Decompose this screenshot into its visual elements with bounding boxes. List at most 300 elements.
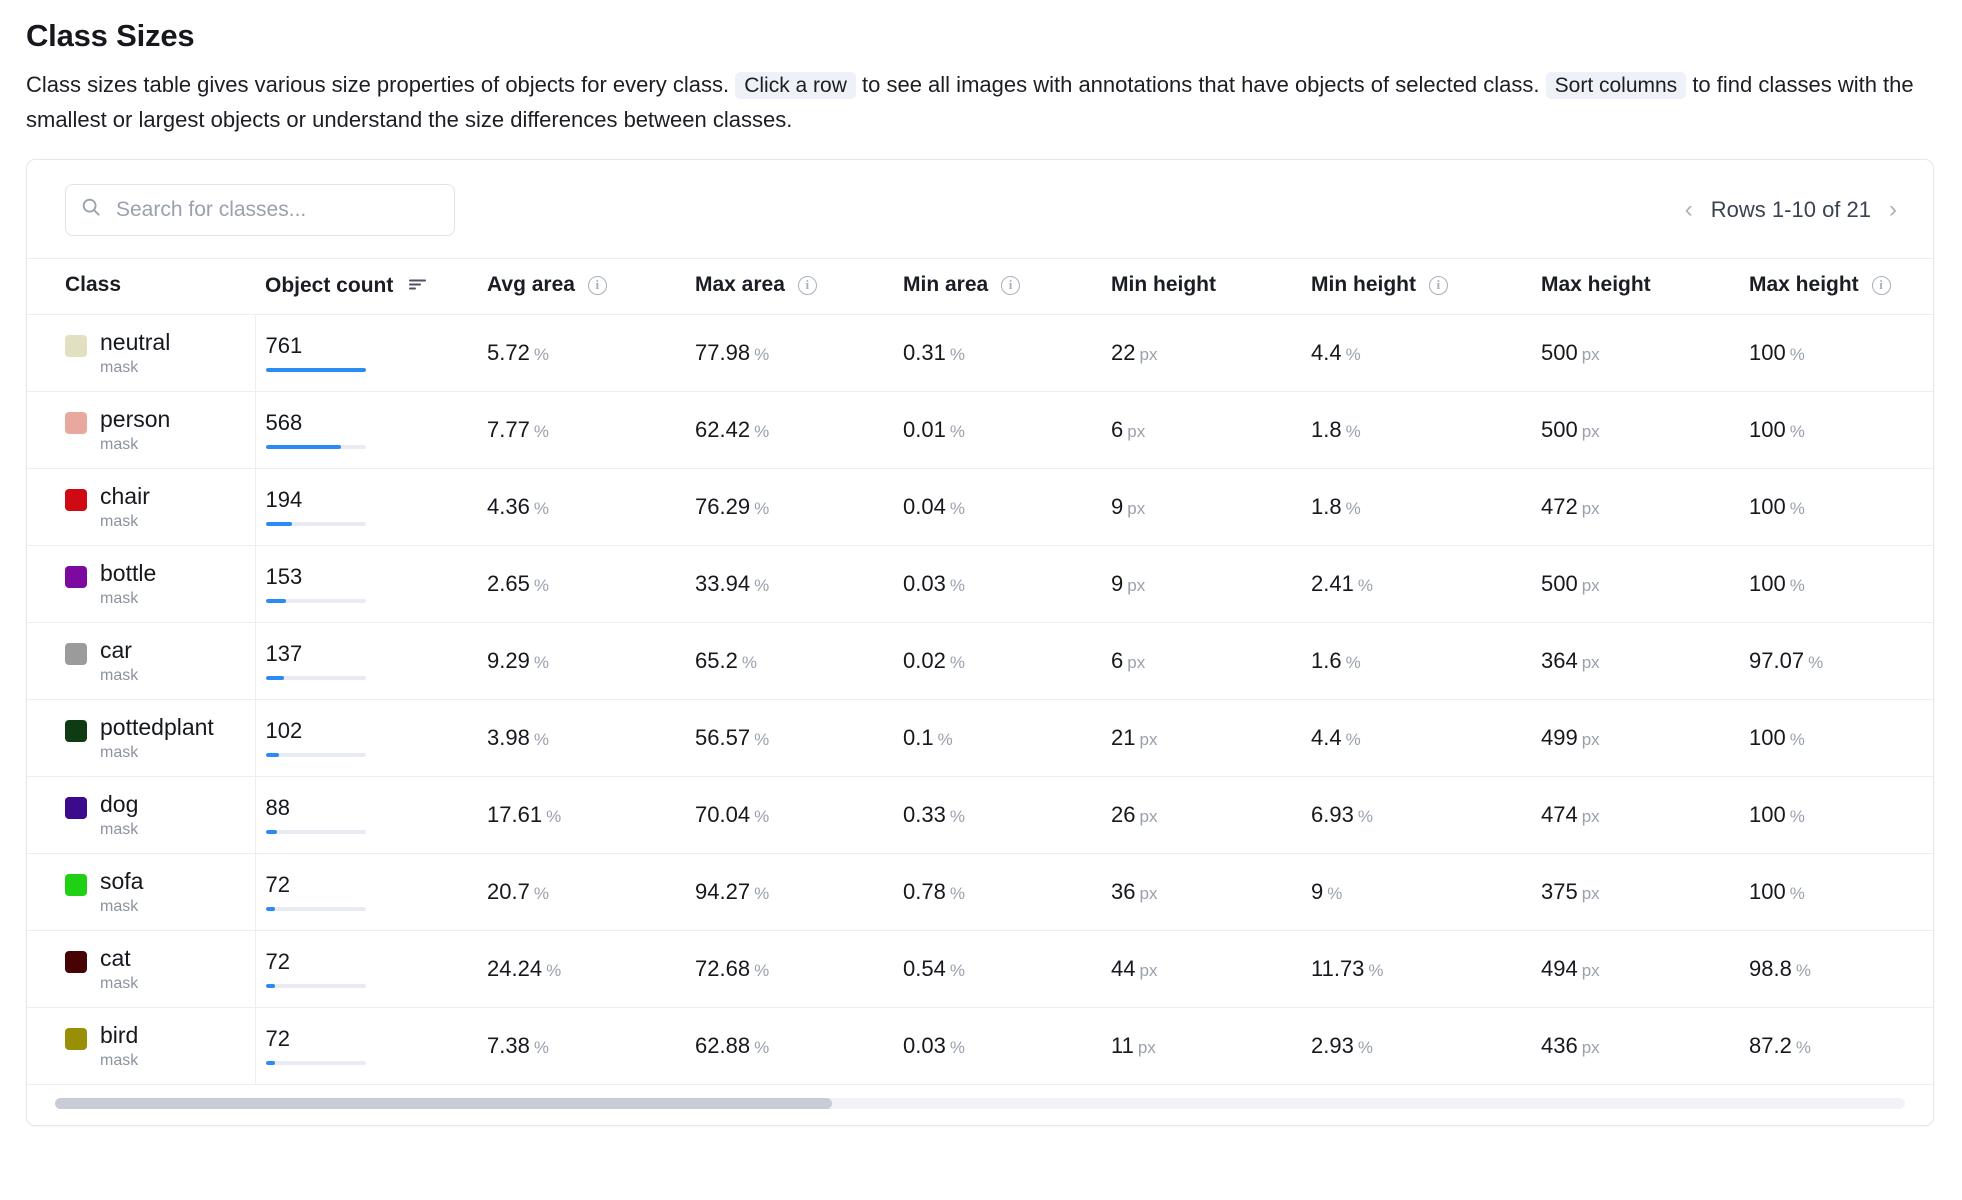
table-row[interactable] xyxy=(27,545,1933,622)
cell-object-count xyxy=(255,699,477,776)
cell-class[interactable] xyxy=(27,314,255,391)
cell-avg-area xyxy=(477,853,685,930)
max-height-pct-unit: % xyxy=(1795,1037,1811,1057)
max-height-px-value: 499 xyxy=(1541,724,1578,750)
max-height-pct-unit: % xyxy=(1789,344,1805,364)
avg-area-value: 20.7 xyxy=(487,878,530,904)
min-height-pct-value: 2.41 xyxy=(1311,570,1354,596)
min-height-px-value: 6 xyxy=(1111,416,1124,442)
min-height-px-unit: px xyxy=(1127,421,1146,441)
min-height-px-value: 22 xyxy=(1111,339,1136,365)
max-area-unit: % xyxy=(754,344,770,364)
cell-max-height-pct xyxy=(1739,776,1933,853)
table-row[interactable] xyxy=(27,930,1933,1007)
info-icon[interactable]: i xyxy=(1429,276,1448,295)
min-area-unit: % xyxy=(949,498,965,518)
cell-avg-area xyxy=(477,930,685,1007)
avg-area-value: 9.29 xyxy=(487,647,530,673)
cell-max-area xyxy=(685,545,893,622)
min-area-value: 0.03 xyxy=(903,1032,946,1058)
class-name: bottle xyxy=(100,559,157,586)
search-box[interactable] xyxy=(65,184,455,236)
cell-min-area xyxy=(893,468,1101,545)
max-area-value: 56.57 xyxy=(695,724,751,750)
max-height-px-value: 375 xyxy=(1541,878,1578,904)
min-height-px-value: 9 xyxy=(1111,570,1124,596)
cell-class[interactable] xyxy=(27,930,255,1007)
min-area-unit: % xyxy=(949,575,965,595)
cell-class[interactable] xyxy=(27,468,255,545)
max-height-pct-value: 100 xyxy=(1749,878,1786,904)
min-height-px-value: 6 xyxy=(1111,647,1124,673)
min-height-px-unit: px xyxy=(1139,344,1158,364)
class-color-swatch xyxy=(65,412,87,434)
table-header-row xyxy=(27,258,1933,314)
max-height-pct-unit: % xyxy=(1789,498,1805,518)
min-height-px-unit: px xyxy=(1139,960,1158,980)
min-height-pct-value: 4.4 xyxy=(1311,339,1342,365)
page-bottom-spacer xyxy=(26,1126,1936,1152)
object-count-value: 568 xyxy=(265,410,303,436)
sort-columns-chip: Sort columns xyxy=(1546,72,1687,99)
column-label-max-height-px: Max height xyxy=(1541,273,1651,297)
info-icon[interactable]: i xyxy=(798,276,817,295)
page-title: Class Sizes xyxy=(26,18,195,53)
cell-min-height-px xyxy=(1101,776,1301,853)
min-height-pct-unit: % xyxy=(1327,883,1343,903)
min-height-px-unit: px xyxy=(1139,729,1158,749)
min-height-pct-value: 1.6 xyxy=(1311,647,1342,673)
cell-max-height-px xyxy=(1531,314,1739,391)
avg-area-value: 7.77 xyxy=(487,416,530,442)
column-header-class[interactable] xyxy=(27,258,255,314)
class-color-swatch xyxy=(65,489,87,511)
cell-min-area xyxy=(893,699,1101,776)
pagination-label: Rows 1-10 of 21 xyxy=(1710,196,1871,222)
scrollbar-track[interactable] xyxy=(55,1098,1905,1109)
cell-min-height-px xyxy=(1101,853,1301,930)
cell-avg-area xyxy=(477,468,685,545)
min-height-pct-unit: % xyxy=(1357,1037,1373,1057)
column-header-max-area[interactable] xyxy=(685,258,893,314)
max-height-px-value: 494 xyxy=(1541,955,1578,981)
info-icon[interactable]: i xyxy=(1001,276,1020,295)
class-name: neutral xyxy=(100,328,171,355)
min-area-value: 0.1 xyxy=(903,724,934,750)
info-icon[interactable]: i xyxy=(1872,276,1891,295)
object-count-value: 72 xyxy=(265,872,290,898)
chevron-right-icon[interactable]: › xyxy=(1889,195,1897,223)
class-color-swatch xyxy=(65,874,87,896)
cell-avg-area xyxy=(477,699,685,776)
max-area-value: 94.27 xyxy=(695,878,751,904)
min-height-px-unit: px xyxy=(1137,1037,1156,1057)
class-geometry-type: mask xyxy=(100,512,139,530)
cell-min-area xyxy=(893,391,1101,468)
cell-class[interactable] xyxy=(27,1007,255,1084)
cell-avg-area xyxy=(477,545,685,622)
cell-object-count xyxy=(255,622,477,699)
avg-area-unit: % xyxy=(533,652,549,672)
column-label-max-area: Max area xyxy=(695,273,785,297)
cell-min-height-pct xyxy=(1301,699,1531,776)
avg-area-unit: % xyxy=(533,729,549,749)
max-height-px-unit: px xyxy=(1581,806,1600,826)
max-area-value: 65.2 xyxy=(695,647,738,673)
table-row[interactable] xyxy=(27,468,1933,545)
max-height-pct-value: 100 xyxy=(1749,801,1786,827)
cell-max-area xyxy=(685,468,893,545)
table-header xyxy=(27,258,1933,314)
cell-max-area xyxy=(685,1007,893,1084)
column-header-avg-area[interactable] xyxy=(477,258,685,314)
avg-area-value: 4.36 xyxy=(487,493,530,519)
min-height-pct-unit: % xyxy=(1357,575,1373,595)
min-area-unit: % xyxy=(949,960,965,980)
min-height-px-unit: px xyxy=(1139,883,1158,903)
table-row[interactable] xyxy=(27,622,1933,699)
class-geometry-type: mask xyxy=(100,820,139,838)
table-body xyxy=(27,314,1933,1084)
object-count-value: 88 xyxy=(265,795,290,821)
avg-area-unit: % xyxy=(546,806,562,826)
column-header-min-area[interactable] xyxy=(893,258,1101,314)
class-geometry-type: mask xyxy=(100,974,139,992)
description-text-2: to see all images with annotations that have objects of selected class. xyxy=(862,72,1540,97)
column-header-max-height-pct[interactable] xyxy=(1739,258,1933,314)
info-icon[interactable]: i xyxy=(588,276,607,295)
class-name: pottedplant xyxy=(100,713,214,740)
cell-min-height-pct xyxy=(1301,622,1531,699)
object-count-bar xyxy=(266,1061,366,1065)
cell-min-area xyxy=(893,622,1101,699)
cell-min-height-pct xyxy=(1301,314,1531,391)
table-toolbar xyxy=(27,160,1933,258)
cell-max-area xyxy=(685,776,893,853)
cell-class[interactable] xyxy=(27,699,255,776)
min-height-px-unit: px xyxy=(1127,575,1146,595)
min-height-pct-value: 2.93 xyxy=(1311,1032,1354,1058)
class-name: dog xyxy=(100,790,139,817)
cell-class[interactable] xyxy=(27,391,255,468)
class-color-swatch xyxy=(65,335,87,357)
column-header-min-height-px[interactable] xyxy=(1101,258,1301,314)
object-count-bar xyxy=(266,984,366,988)
max-area-value: 76.29 xyxy=(695,493,751,519)
cell-max-height-pct xyxy=(1739,314,1933,391)
cell-min-height-px xyxy=(1101,1007,1301,1084)
min-area-unit: % xyxy=(949,344,965,364)
max-area-value: 72.68 xyxy=(695,955,751,981)
cell-max-area xyxy=(685,853,893,930)
column-label-min-height-pct: Min height xyxy=(1311,273,1416,297)
cell-object-count xyxy=(255,930,477,1007)
min-area-value: 0.54 xyxy=(903,955,946,981)
table-row[interactable] xyxy=(27,853,1933,930)
scrollbar-thumb[interactable] xyxy=(55,1098,832,1109)
max-height-px-unit: px xyxy=(1581,575,1600,595)
chevron-left-icon[interactable]: ‹ xyxy=(1684,195,1693,223)
class-geometry-type: mask xyxy=(100,1051,139,1069)
table-row[interactable] xyxy=(27,391,1933,468)
cell-class[interactable] xyxy=(27,853,255,930)
max-height-px-value: 472 xyxy=(1541,493,1578,519)
max-height-px-unit: px xyxy=(1581,883,1600,903)
min-area-value: 0.78 xyxy=(903,878,946,904)
object-count-bar xyxy=(266,830,366,834)
class-sizes-table xyxy=(27,258,1933,1085)
class-name: chair xyxy=(100,482,150,509)
cell-max-height-pct xyxy=(1739,545,1933,622)
max-height-pct-value: 98.8 xyxy=(1749,955,1792,981)
max-height-px-value: 500 xyxy=(1541,570,1578,596)
description-text-1: Class sizes table gives various size properties of objects for every class. xyxy=(26,72,730,97)
class-name: car xyxy=(100,636,132,663)
object-count-value: 153 xyxy=(265,564,303,590)
column-label-max-height-pct: Max height xyxy=(1749,273,1859,297)
object-count-bar xyxy=(266,676,366,680)
max-height-pct-value: 100 xyxy=(1749,570,1786,596)
avg-area-value: 2.65 xyxy=(487,570,530,596)
object-count-value: 137 xyxy=(265,641,303,667)
cell-class[interactable] xyxy=(27,622,255,699)
class-color-swatch xyxy=(65,797,87,819)
max-area-value: 62.42 xyxy=(695,416,751,442)
class-sizes-table-scroll-area[interactable] xyxy=(27,258,1933,1085)
cell-max-area xyxy=(685,699,893,776)
search-input[interactable] xyxy=(114,197,440,223)
min-area-value: 0.31 xyxy=(903,339,946,365)
cell-object-count xyxy=(255,853,477,930)
cell-max-height-pct xyxy=(1739,622,1933,699)
min-height-px-unit: px xyxy=(1139,806,1158,826)
min-area-unit: % xyxy=(949,883,965,903)
min-height-pct-value: 11.73 xyxy=(1311,955,1365,981)
table-row[interactable] xyxy=(27,1007,1933,1084)
class-geometry-type: mask xyxy=(100,589,139,607)
max-height-pct-unit: % xyxy=(1789,575,1805,595)
cell-class[interactable] xyxy=(27,545,255,622)
cell-max-area xyxy=(685,314,893,391)
max-height-px-unit: px xyxy=(1581,498,1600,518)
max-height-pct-value: 100 xyxy=(1749,724,1786,750)
cell-max-height-px xyxy=(1531,468,1739,545)
min-height-px-value: 36 xyxy=(1111,878,1136,904)
object-count-bar xyxy=(266,907,366,911)
max-area-value: 77.98 xyxy=(695,339,751,365)
column-label-avg-area: Avg area xyxy=(487,273,575,297)
class-name: bird xyxy=(100,1021,139,1048)
min-height-pct-value: 6.93 xyxy=(1311,801,1354,827)
min-height-pct-unit: % xyxy=(1345,729,1361,749)
table-row[interactable] xyxy=(27,776,1933,853)
max-height-px-unit: px xyxy=(1581,344,1600,364)
max-height-px-unit: px xyxy=(1581,652,1600,672)
class-name: cat xyxy=(100,944,131,971)
max-height-pct-value: 87.2 xyxy=(1749,1032,1792,1058)
class-name: person xyxy=(100,405,171,432)
min-height-pct-unit: % xyxy=(1368,960,1384,980)
min-area-unit: % xyxy=(949,1037,965,1057)
max-area-unit: % xyxy=(754,498,770,518)
cell-max-height-pct xyxy=(1739,699,1933,776)
object-count-bar xyxy=(266,599,366,603)
class-geometry-type: mask xyxy=(100,435,139,453)
min-area-unit: % xyxy=(949,652,965,672)
cell-min-area xyxy=(893,545,1101,622)
horizontal-scrollbar[interactable] xyxy=(27,1085,1933,1125)
class-color-swatch xyxy=(65,1028,87,1050)
cell-min-area xyxy=(893,776,1101,853)
max-height-pct-unit: % xyxy=(1808,652,1824,672)
column-header-min-height-pct[interactable] xyxy=(1301,258,1531,314)
max-area-unit: % xyxy=(754,421,770,441)
max-area-unit: % xyxy=(754,1037,770,1057)
avg-area-unit: % xyxy=(533,344,549,364)
cell-min-height-px xyxy=(1101,622,1301,699)
cell-max-height-pct xyxy=(1739,1007,1933,1084)
column-header-object-count[interactable] xyxy=(255,258,477,314)
min-height-px-value: 11 xyxy=(1111,1032,1134,1058)
max-area-unit: % xyxy=(741,652,757,672)
avg-area-unit: % xyxy=(546,960,562,980)
max-height-px-unit: px xyxy=(1581,421,1600,441)
cell-max-height-pct xyxy=(1739,468,1933,545)
cell-object-count xyxy=(255,468,477,545)
page-description xyxy=(26,68,1926,137)
max-height-pct-unit: % xyxy=(1789,806,1805,826)
min-area-value: 0.33 xyxy=(903,801,946,827)
min-height-px-value: 26 xyxy=(1111,801,1136,827)
max-height-px-unit: px xyxy=(1581,1037,1600,1057)
cell-max-area xyxy=(685,930,893,1007)
cell-object-count xyxy=(255,776,477,853)
cell-max-area xyxy=(685,622,893,699)
min-height-pct-unit: % xyxy=(1345,344,1361,364)
max-height-px-value: 500 xyxy=(1541,339,1578,365)
column-label-min-area: Min area xyxy=(903,273,989,297)
class-sizes-card xyxy=(26,159,1934,1126)
max-area-unit: % xyxy=(754,729,770,749)
avg-area-value: 24.24 xyxy=(487,955,543,981)
table-row[interactable] xyxy=(27,314,1933,391)
cell-max-height-pct xyxy=(1739,391,1933,468)
description-text-3: to find classes with the smallest or largest objects or understand the size differences between classes. xyxy=(26,72,1914,132)
max-area-unit: % xyxy=(754,960,770,980)
object-count-bar xyxy=(266,522,366,526)
cell-avg-area xyxy=(477,314,685,391)
max-height-px-value: 500 xyxy=(1541,416,1578,442)
avg-area-unit: % xyxy=(533,498,549,518)
min-area-unit: % xyxy=(949,806,965,826)
object-count-bar xyxy=(266,445,366,449)
object-count-value: 72 xyxy=(265,1026,290,1052)
class-geometry-type: mask xyxy=(100,358,139,376)
avg-area-value: 5.72 xyxy=(487,339,530,365)
cell-max-height-px xyxy=(1531,853,1739,930)
column-label-object-count: Object count xyxy=(265,273,394,297)
column-header-max-height-px[interactable] xyxy=(1531,258,1739,314)
cell-max-height-px xyxy=(1531,545,1739,622)
cell-min-height-px xyxy=(1101,930,1301,1007)
cell-min-area xyxy=(893,1007,1101,1084)
avg-area-value: 3.98 xyxy=(487,724,530,750)
max-height-px-value: 474 xyxy=(1541,801,1578,827)
max-height-px-value: 364 xyxy=(1541,647,1578,673)
cell-max-height-px xyxy=(1531,1007,1739,1084)
min-height-px-value: 9 xyxy=(1111,493,1124,519)
class-name: sofa xyxy=(100,867,144,894)
max-height-pct-value: 100 xyxy=(1749,339,1786,365)
max-height-px-unit: px xyxy=(1581,729,1600,749)
cell-min-area xyxy=(893,930,1101,1007)
max-area-unit: % xyxy=(754,883,770,903)
cell-avg-area xyxy=(477,776,685,853)
min-height-pct-unit: % xyxy=(1345,421,1361,441)
max-height-pct-value: 100 xyxy=(1749,416,1786,442)
class-color-swatch xyxy=(65,720,87,742)
object-count-bar xyxy=(266,753,366,757)
max-height-pct-value: 100 xyxy=(1749,493,1786,519)
cell-avg-area xyxy=(477,391,685,468)
pagination xyxy=(1681,196,1901,224)
max-height-pct-unit: % xyxy=(1789,729,1805,749)
avg-area-unit: % xyxy=(533,883,549,903)
min-height-pct-unit: % xyxy=(1345,652,1361,672)
object-count-value: 761 xyxy=(265,333,303,359)
avg-area-value: 7.38 xyxy=(487,1032,530,1058)
object-count-value: 194 xyxy=(265,487,303,513)
cell-max-height-px xyxy=(1531,391,1739,468)
cell-class[interactable] xyxy=(27,776,255,853)
min-area-value: 0.01 xyxy=(903,416,946,442)
cell-max-height-pct xyxy=(1739,853,1933,930)
cell-object-count xyxy=(255,545,477,622)
cell-min-height-px xyxy=(1101,699,1301,776)
max-area-value: 33.94 xyxy=(695,570,751,596)
min-height-pct-value: 9 xyxy=(1311,878,1324,904)
cell-min-height-pct xyxy=(1301,853,1531,930)
min-area-unit: % xyxy=(937,729,953,749)
max-height-pct-unit: % xyxy=(1795,960,1811,980)
avg-area-value: 17.61 xyxy=(487,801,543,827)
object-count-value: 102 xyxy=(265,718,303,744)
cell-avg-area xyxy=(477,1007,685,1084)
column-label-min-height-px: Min height xyxy=(1111,273,1216,297)
max-area-unit: % xyxy=(754,806,770,826)
sort-icon[interactable] xyxy=(408,273,427,297)
cell-max-height-px xyxy=(1531,930,1739,1007)
cell-max-height-px xyxy=(1531,776,1739,853)
cell-max-height-px xyxy=(1531,699,1739,776)
table-row[interactable] xyxy=(27,699,1933,776)
min-height-pct-value: 4.4 xyxy=(1311,724,1342,750)
cell-min-height-pct xyxy=(1301,776,1531,853)
search-icon xyxy=(80,196,102,223)
min-area-unit: % xyxy=(949,421,965,441)
max-height-pct-unit: % xyxy=(1789,883,1805,903)
cell-object-count xyxy=(255,314,477,391)
cell-min-area xyxy=(893,314,1101,391)
avg-area-unit: % xyxy=(533,1037,549,1057)
avg-area-unit: % xyxy=(533,421,549,441)
max-area-unit: % xyxy=(754,575,770,595)
cell-min-area xyxy=(893,853,1101,930)
max-height-px-unit: px xyxy=(1581,960,1600,980)
min-height-px-value: 44 xyxy=(1111,955,1136,981)
max-height-px-value: 436 xyxy=(1541,1032,1578,1058)
max-area-value: 70.04 xyxy=(695,801,751,827)
